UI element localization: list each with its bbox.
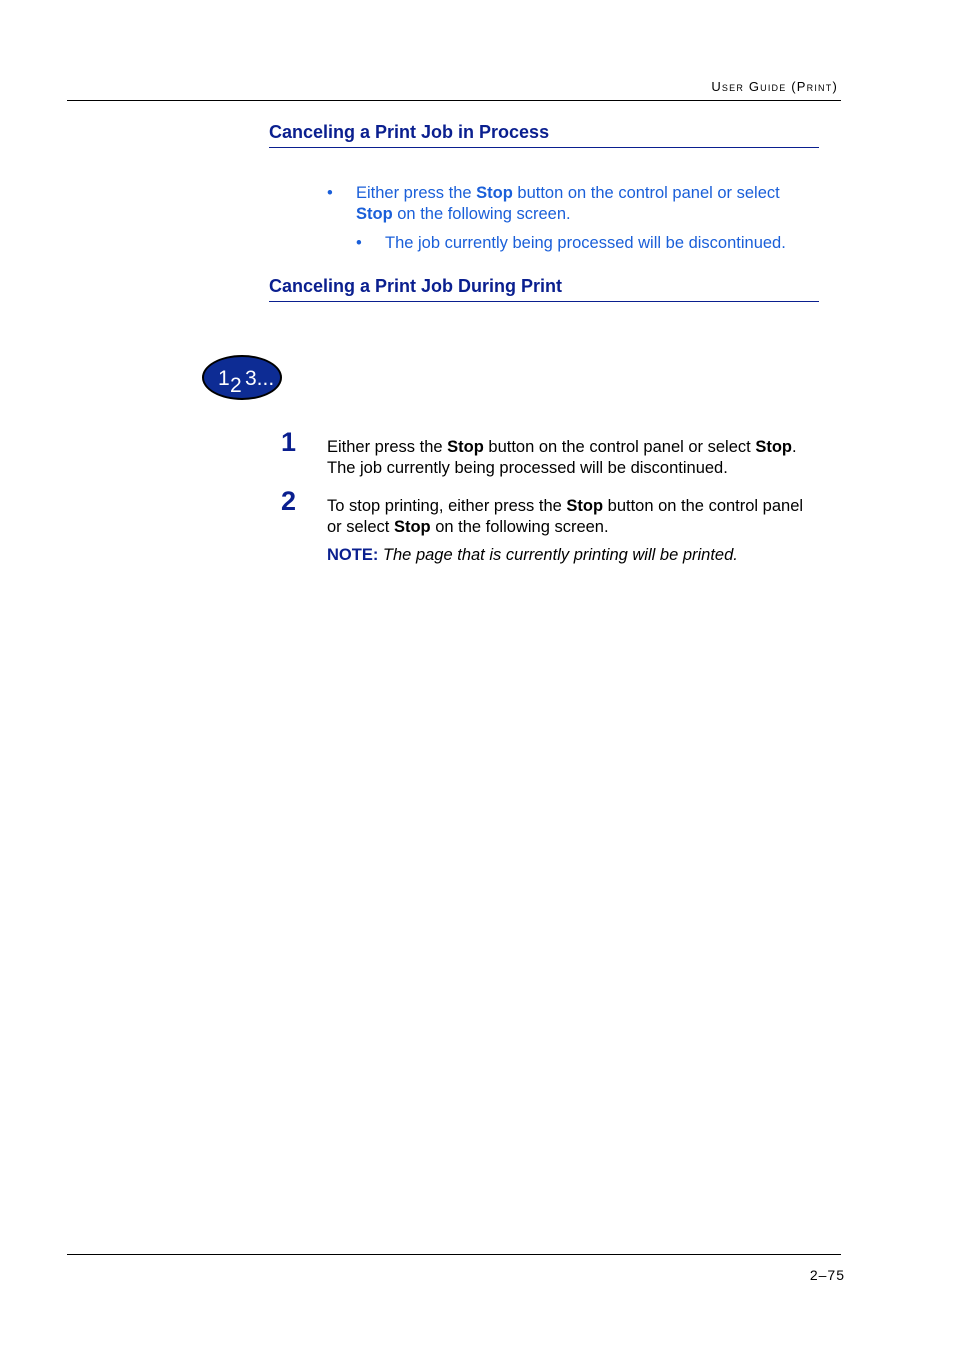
bullet-text: Either press the [356,184,477,202]
bold-stop: Stop [356,205,393,223]
footer-rule [67,1254,841,1255]
note-label: NOTE: [327,546,379,564]
step-text-run: . [792,438,797,456]
bullet-text: on the following screen. [392,205,571,223]
step-text-run: To stop printing, either press the [327,497,567,515]
bold-stop: Stop [447,438,484,456]
bullet-dot: • [327,184,333,202]
step-text-run: Either press the [327,438,448,456]
bullet-text: The job currently being processed will be discontinued. [385,234,786,252]
bold-stop: Stop [566,497,604,515]
steps-icon-digit-2: 2 [230,374,242,397]
step-number-2: 2 [281,486,297,516]
step-text-run: or select [327,518,394,536]
step-1-text [327,437,847,479]
heading-canceling-during-print: Canceling a Print Job During Print [269,275,819,302]
step-text-run: button on the control panel [603,497,804,515]
step-text-run: on the following screen. [430,518,609,536]
bold-stop: Stop [476,184,513,202]
bold-stop: Stop [755,438,792,456]
step-number-1: 1 [281,427,297,457]
step-2-text [327,496,847,538]
header-rule [67,100,841,101]
steps-icon-digit-1: 1 [218,367,230,390]
bold-stop: Stop [393,518,431,536]
step-text-run: The job currently being processed will be discontinued. [327,459,728,477]
sub-bullet-item-discontinued [356,233,845,254]
bullet-item-press-stop [327,183,826,225]
steps-icon-digit-3: 3... [245,367,275,390]
bullet-dot: • [356,234,362,252]
bullet-text: button on the control panel or select [512,184,780,202]
note-text: The page that is currently printing will be printed. [378,546,738,564]
step-text-run: button on the control panel or select [483,438,756,456]
running-header: User Guide (Print) [711,79,838,94]
note [327,545,738,566]
numbered-steps-icon [202,355,282,400]
heading-canceling-in-process: Canceling a Print Job in Process [269,121,819,148]
page-number: 2–75 [809,1267,845,1283]
